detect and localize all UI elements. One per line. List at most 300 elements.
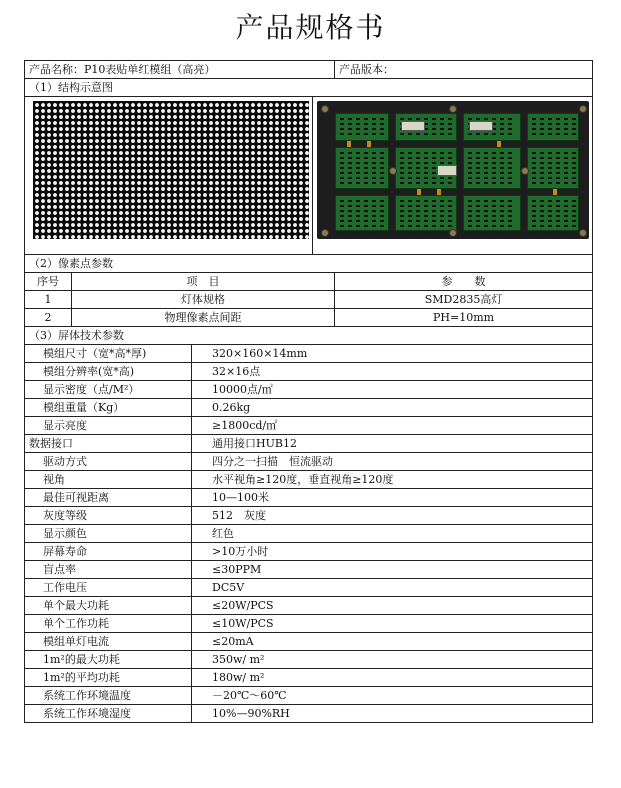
pcb-chip: [556, 210, 560, 212]
tech-param-value: 320×160×14mm: [192, 345, 593, 363]
tech-param-label: 灰度等级: [25, 507, 192, 525]
pcb-chip: [380, 167, 384, 169]
tech-param-label: 盲点率: [25, 561, 192, 579]
pcb-chip: [440, 157, 444, 159]
pcb-chip: [364, 215, 368, 217]
pcb-chip: [416, 172, 420, 174]
pcb-chip: [340, 152, 344, 154]
pcb-chip: [416, 182, 420, 184]
pcb-chip: [372, 182, 376, 184]
pcb-chip: [492, 152, 496, 154]
pcb-chip: [408, 182, 412, 184]
tech-param-label: 驱动方式: [25, 453, 192, 471]
tech-param-value: 四分之一扫描 恒流驱动: [192, 453, 593, 471]
pcb-chip: [564, 182, 568, 184]
pcb-chip: [484, 220, 488, 222]
pcb-chip: [372, 225, 376, 227]
pcb-chip: [408, 167, 412, 169]
pcb-chip: [380, 205, 384, 207]
pcb-chip: [532, 133, 536, 135]
pcb-chip: [532, 123, 536, 125]
pcb-chip: [364, 167, 368, 169]
pcb-chip: [548, 220, 552, 222]
pcb-chip: [400, 133, 404, 135]
pcb-chip: [484, 225, 488, 227]
pcb-chip: [448, 118, 452, 120]
pcb-chip: [572, 182, 576, 184]
row-value: SMD2835高灯: [335, 291, 593, 309]
spec-sheet: [24, 60, 592, 723]
pcb-chip: [356, 182, 360, 184]
pcb-chip: [424, 152, 428, 154]
pcb-chip: [340, 225, 344, 227]
pcb-chip: [532, 118, 536, 120]
pcb-chip: [508, 167, 512, 169]
pcb-chip: [408, 225, 412, 227]
pcb-chip: [540, 220, 544, 222]
pcb-chip: [400, 118, 404, 120]
pcb-chip: [564, 205, 568, 207]
tech-param-value: 512 灰度: [192, 507, 593, 525]
pcb-chip: [424, 205, 428, 207]
mounting-screw: [579, 229, 587, 237]
pcb-chip: [348, 225, 352, 227]
pcb-chip: [400, 200, 404, 202]
pcb-chip: [540, 162, 544, 164]
pcb-chip: [484, 152, 488, 154]
pcb-board: [335, 113, 389, 141]
pcb-chip: [364, 133, 368, 135]
pcb-chip: [340, 215, 344, 217]
pcb-chip: [340, 123, 344, 125]
pcb-chip: [372, 133, 376, 135]
pcb-chip: [500, 177, 504, 179]
tech-param-row: [25, 561, 593, 579]
col-no-header: 序号: [25, 273, 72, 291]
capacitor: [553, 189, 557, 195]
pcb-chip: [348, 167, 352, 169]
pcb-chip: [492, 133, 496, 135]
pcb-chip: [400, 152, 404, 154]
pcb-chip: [468, 162, 472, 164]
ribbon-connector: [401, 121, 425, 131]
pcb-chip: [400, 182, 404, 184]
pcb-chip: [424, 157, 428, 159]
tech-param-row: [25, 471, 593, 489]
pcb-chip: [432, 157, 436, 159]
led-pixel-matrix: [33, 101, 309, 239]
pcb-chip: [440, 118, 444, 120]
pcb-chip: [400, 215, 404, 217]
tech-param-value: >10万小时: [192, 543, 593, 561]
pcb-chip: [532, 182, 536, 184]
pcb-chip: [484, 177, 488, 179]
pcb-chip: [468, 177, 472, 179]
ribbon-connector: [469, 121, 493, 131]
mounting-screw: [449, 105, 457, 113]
pcb-chip: [540, 210, 544, 212]
pcb-chip: [476, 225, 480, 227]
pcb-chip: [440, 220, 444, 222]
pcb-chip: [416, 152, 420, 154]
pcb-chip: [468, 210, 472, 212]
tech-param-value: 红色: [192, 525, 593, 543]
pcb-chip: [408, 220, 412, 222]
pcb-chip: [424, 200, 428, 202]
mounting-screw: [389, 167, 397, 175]
pcb-chip: [492, 210, 496, 212]
pcb-chip: [348, 210, 352, 212]
pcb-chip: [424, 172, 428, 174]
capacitor: [437, 189, 441, 195]
pcb-chip: [540, 118, 544, 120]
pcb-chip: [476, 215, 480, 217]
pcb-chip: [548, 205, 552, 207]
pcb-chip: [468, 152, 472, 154]
pcb-chip: [468, 220, 472, 222]
pcb-chip: [556, 162, 560, 164]
pcb-chip: [340, 200, 344, 202]
pcb-chip: [540, 133, 544, 135]
pcb-chip: [340, 172, 344, 174]
pcb-chip: [432, 123, 436, 125]
pcb-chip: [400, 205, 404, 207]
capacitor: [347, 141, 351, 147]
pcb-chip: [468, 172, 472, 174]
tech-param-value: 水平视角≥120度，垂直视角≥120度: [192, 471, 593, 489]
pcb-chip: [556, 133, 560, 135]
pcb-chip: [564, 215, 568, 217]
tech-param-label: 系统工作环境温度: [25, 687, 192, 705]
pcb-chip: [448, 133, 452, 135]
pcb-chip: [492, 182, 496, 184]
pcb-chip: [380, 123, 384, 125]
pcb-chip: [556, 167, 560, 169]
capacitor: [367, 141, 371, 147]
pcb-chip: [356, 200, 360, 202]
pcb-chip: [364, 220, 368, 222]
pcb-chip: [408, 215, 412, 217]
pcb-chip: [476, 210, 480, 212]
pcb-chip: [476, 162, 480, 164]
pcb-chip: [564, 162, 568, 164]
section2-header-row: [25, 273, 593, 291]
pcb-chip: [468, 215, 472, 217]
pcb-chip: [380, 200, 384, 202]
pcb-chip: [348, 162, 352, 164]
pcb-chip: [424, 162, 428, 164]
pcb-chip: [476, 205, 480, 207]
pcb-board: [527, 113, 579, 141]
section1-row: [25, 79, 593, 97]
pcb-chip: [372, 157, 376, 159]
pcb-chip: [508, 225, 512, 227]
pcb-chip: [556, 118, 560, 120]
pcb-chip: [540, 152, 544, 154]
pcb-chip: [356, 133, 360, 135]
pcb-chip: [564, 152, 568, 154]
pcb-chip: [564, 225, 568, 227]
pcb-chip: [572, 215, 576, 217]
pcb-chip: [448, 200, 452, 202]
power-connector: [437, 165, 457, 176]
tech-param-label: 模组单灯电流: [25, 633, 192, 651]
pcb-board: [335, 195, 389, 231]
pcb-chip: [484, 200, 488, 202]
pcb-chip: [372, 167, 376, 169]
pcb-chip: [348, 215, 352, 217]
pcb-board: [463, 195, 521, 231]
tech-param-value: ≤10W/PCS: [192, 615, 593, 633]
tech-param-label: 模组尺寸（宽*高*厚): [25, 345, 192, 363]
pcb-chip: [476, 133, 480, 135]
pcb-chip: [492, 215, 496, 217]
pcb-chip: [356, 177, 360, 179]
pcb-chip: [500, 133, 504, 135]
pcb-chip: [432, 225, 436, 227]
pcb-chip: [372, 152, 376, 154]
pcb-chip: [356, 225, 360, 227]
pcb-chip: [500, 172, 504, 174]
pcb-chip: [572, 133, 576, 135]
pcb-chip: [356, 162, 360, 164]
pcb-chip: [372, 118, 376, 120]
col-item-header: 项 目: [72, 273, 335, 291]
pcb-chip: [400, 177, 404, 179]
pcb-chip: [356, 157, 360, 159]
pcb-chip: [432, 133, 436, 135]
pcb-chip: [468, 182, 472, 184]
pcb-chip: [564, 128, 568, 130]
pcb-chip: [572, 177, 576, 179]
tech-param-value: ≥1800cd/㎡: [192, 417, 593, 435]
pcb-chip: [364, 172, 368, 174]
pcb-chip: [548, 177, 552, 179]
pcb-chip: [348, 205, 352, 207]
pcb-chip: [364, 182, 368, 184]
pcb-chip: [500, 220, 504, 222]
pcb-chip: [356, 220, 360, 222]
pcb-chip: [532, 200, 536, 202]
pcb-chip: [364, 152, 368, 154]
pcb-chip: [348, 157, 352, 159]
pcb-chip: [408, 200, 412, 202]
pcb-chip: [348, 133, 352, 135]
pcb-chip: [432, 215, 436, 217]
pcb-chip: [564, 210, 568, 212]
pcb-chip: [340, 133, 344, 135]
tech-param-label: 显示亮度: [25, 417, 192, 435]
pcb-chip: [400, 225, 404, 227]
pcb-chip: [380, 133, 384, 135]
mounting-screw: [521, 167, 529, 175]
pcb-chip: [340, 210, 344, 212]
pcb-chip: [492, 200, 496, 202]
mounting-screw: [321, 105, 329, 113]
tech-param-value: 10000点/㎡: [192, 381, 593, 399]
row-item: 物理像素点间距: [72, 309, 335, 327]
images-row: [25, 97, 593, 255]
pcb-chip: [508, 157, 512, 159]
mounting-screw: [449, 229, 457, 237]
pcb-chip: [416, 133, 420, 135]
pcb-chip: [540, 167, 544, 169]
tech-param-row: [25, 615, 593, 633]
pcb-chip: [492, 157, 496, 159]
pcb-chip: [556, 128, 560, 130]
pcb-chip: [356, 128, 360, 130]
pcb-chip: [548, 157, 552, 159]
tech-param-value: ≤20mA: [192, 633, 593, 651]
tech-param-row: [25, 597, 593, 615]
tech-param-value: DC5V: [192, 579, 593, 597]
pcb-chip: [348, 200, 352, 202]
pcb-chip: [540, 172, 544, 174]
pcb-chip: [476, 152, 480, 154]
pcb-chip: [500, 157, 504, 159]
tech-param-row: [25, 507, 593, 525]
pcb-chip: [432, 182, 436, 184]
pcb-chip: [484, 118, 488, 120]
pcb-chip: [556, 123, 560, 125]
pcb-chip: [484, 133, 488, 135]
pcb-chip: [492, 205, 496, 207]
pcb-chip: [380, 225, 384, 227]
pcb-chip: [564, 177, 568, 179]
pcb-chip: [508, 182, 512, 184]
pcb-chip: [432, 210, 436, 212]
pcb-chip: [500, 167, 504, 169]
pcb-chip: [564, 172, 568, 174]
pcb-chip: [572, 118, 576, 120]
tech-param-value: 10%—90%RH: [192, 705, 593, 723]
pcb-chip: [548, 210, 552, 212]
pcb-chip: [400, 162, 404, 164]
pcb-chip: [400, 220, 404, 222]
pcb-chip: [476, 157, 480, 159]
tech-param-row: [25, 399, 593, 417]
tech-param-value: ≤20W/PCS: [192, 597, 593, 615]
pcb-chip: [348, 152, 352, 154]
pcb-chip: [340, 128, 344, 130]
pcb-chip: [380, 177, 384, 179]
tech-param-row: [25, 435, 593, 453]
section-structure-title: （1）结构示意图: [25, 79, 593, 97]
pcb-chip: [548, 123, 552, 125]
pcb-chip: [556, 177, 560, 179]
pcb-chip: [484, 215, 488, 217]
pcb-chip: [440, 133, 444, 135]
pcb-chip: [380, 157, 384, 159]
tech-param-row: [25, 525, 593, 543]
pcb-chip: [416, 157, 420, 159]
pcb-chip: [448, 157, 452, 159]
tech-param-row: [25, 651, 593, 669]
pcb-chip: [432, 167, 436, 169]
col-param-header: 参 数: [335, 273, 593, 291]
pcb-chip: [380, 182, 384, 184]
pcb-chip: [348, 128, 352, 130]
section3-row: [25, 327, 593, 345]
pcb-chip: [348, 182, 352, 184]
tech-param-label: 数据接口: [25, 435, 192, 453]
pcb-chip: [500, 200, 504, 202]
pcb-chip: [356, 215, 360, 217]
pcb-chip: [508, 123, 512, 125]
pcb-chip: [500, 205, 504, 207]
pcb-chip: [364, 205, 368, 207]
pcb-chip: [468, 225, 472, 227]
pcb-chip: [372, 210, 376, 212]
pcb-chip: [380, 152, 384, 154]
pcb-chip: [356, 118, 360, 120]
pcb-chip: [440, 205, 444, 207]
pcb-chip: [408, 162, 412, 164]
pcb-chip: [416, 225, 420, 227]
tech-param-value: 通用接口HUB12: [192, 435, 593, 453]
pcb-chip: [484, 172, 488, 174]
row-no: 2: [25, 309, 72, 327]
tech-param-value: －20℃～60℃: [192, 687, 593, 705]
capacitor: [497, 141, 501, 147]
tech-param-label: 屏幕寿命: [25, 543, 192, 561]
pcb-chip: [548, 182, 552, 184]
pcb-chip: [440, 215, 444, 217]
document-title: 产品规格书: [235, 11, 386, 44]
pcb-chip: [408, 152, 412, 154]
pcb-chip: [556, 215, 560, 217]
pcb-chip: [356, 205, 360, 207]
tech-param-label: 显示密度（点/M²）: [25, 381, 192, 399]
tech-param-row: [25, 687, 593, 705]
pcb-chip: [572, 210, 576, 212]
pcb-chip: [364, 118, 368, 120]
pcb-chip: [468, 167, 472, 169]
product-version: 产品版本：: [335, 61, 593, 79]
pcb-chip: [572, 220, 576, 222]
tech-param-row: [25, 579, 593, 597]
pcb-chip: [532, 205, 536, 207]
pcb-chip: [484, 182, 488, 184]
pcb-chip: [372, 177, 376, 179]
pcb-board: [527, 147, 579, 189]
pcb-chip: [476, 167, 480, 169]
pcb-chip: [348, 177, 352, 179]
pcb-chip: [372, 200, 376, 202]
pcb-chip: [508, 215, 512, 217]
pcb-chip: [448, 205, 452, 207]
pcb-chip: [448, 210, 452, 212]
pcb-chip: [372, 123, 376, 125]
pcb-chip: [492, 225, 496, 227]
pcb-chip: [476, 177, 480, 179]
tech-param-row: [25, 417, 593, 435]
tech-param-label: 单个最大功耗: [25, 597, 192, 615]
pcb-chip: [424, 118, 428, 120]
pcb-chip: [572, 205, 576, 207]
pcb-chip: [416, 220, 420, 222]
pcb-chip: [468, 200, 472, 202]
pcb-chip: [532, 172, 536, 174]
pcb-chip: [564, 157, 568, 159]
pcb-chip: [448, 215, 452, 217]
pcb-board: [463, 147, 521, 189]
pcb-chip: [448, 162, 452, 164]
pcb-chip: [532, 157, 536, 159]
pcb-chip: [424, 215, 428, 217]
product-name: 产品名称：P10表贴单红模组（高亮）: [25, 61, 335, 79]
pcb-chip: [468, 133, 472, 135]
